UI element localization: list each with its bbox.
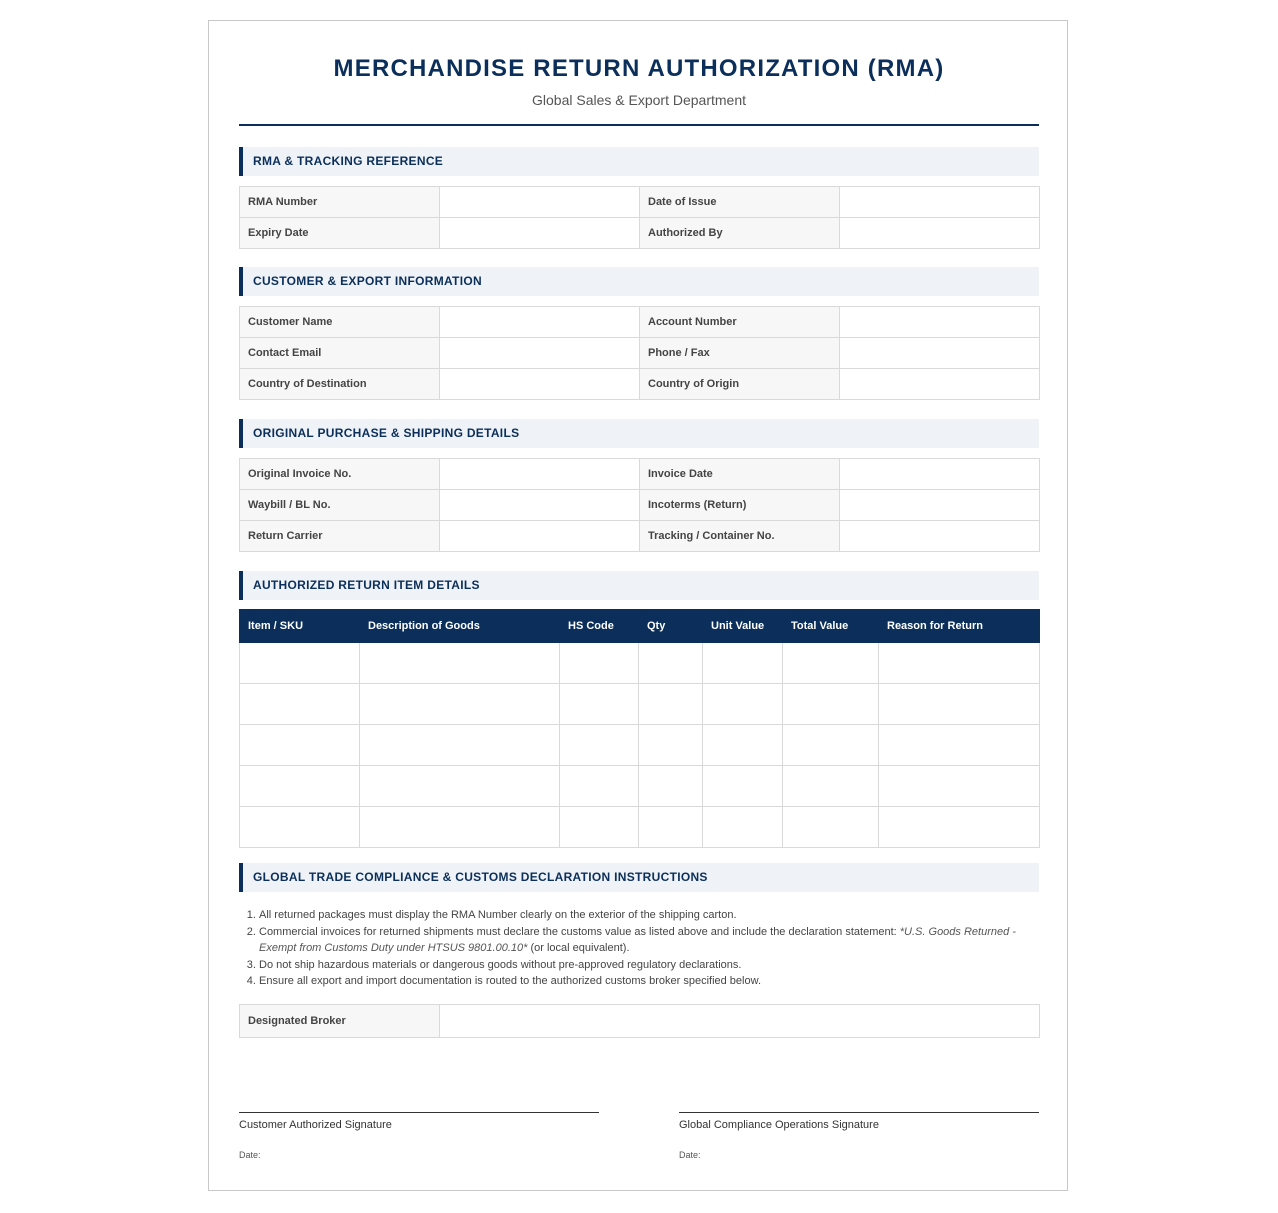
compliance-signature-line[interactable] bbox=[679, 1112, 1039, 1113]
table-cell[interactable] bbox=[703, 766, 783, 807]
customer-name-field[interactable] bbox=[440, 307, 640, 338]
rma-number-field[interactable] bbox=[440, 187, 640, 218]
table-cell[interactable] bbox=[360, 766, 560, 807]
table-cell[interactable] bbox=[703, 643, 783, 684]
section-title: ORIGINAL PURCHASE & SHIPPING DETAILS bbox=[253, 426, 520, 440]
section-title: AUTHORIZED RETURN ITEM DETAILS bbox=[253, 578, 480, 592]
original-invoice-field[interactable] bbox=[440, 459, 640, 490]
table-cell[interactable] bbox=[879, 807, 1040, 848]
field-label: Customer Name bbox=[240, 307, 440, 338]
column-header: Qty bbox=[639, 610, 703, 643]
column-header: Description of Goods bbox=[360, 610, 560, 643]
table-cell[interactable] bbox=[240, 684, 360, 725]
table-cell[interactable] bbox=[639, 766, 703, 807]
section-header-rma bbox=[239, 147, 1039, 176]
country-of-destination-field[interactable] bbox=[440, 369, 640, 400]
column-header: Total Value bbox=[783, 610, 879, 643]
declaration-statement: *U.S. Goods Returned - Exempt from Customs Duty under HTSUS 9801.00.10* bbox=[259, 925, 1016, 954]
column-header: Unit Value bbox=[703, 610, 783, 643]
expiry-date-field[interactable] bbox=[440, 218, 640, 249]
invoice-date-field[interactable] bbox=[840, 459, 1040, 490]
column-header: HS Code bbox=[560, 610, 639, 643]
list-item: 4. Ensure all export and import documentation is routed to the authorized customs broker specified below. bbox=[259, 973, 1049, 990]
table-cell[interactable] bbox=[560, 684, 639, 725]
table-row bbox=[240, 338, 1040, 369]
field-label: RMA Number bbox=[240, 187, 440, 218]
customer-signature-line[interactable] bbox=[239, 1112, 599, 1113]
tracking-container-field[interactable] bbox=[840, 521, 1040, 552]
field-label: Date of Issue bbox=[640, 187, 840, 218]
table-row bbox=[240, 369, 1040, 400]
customer-date-label: Date: bbox=[239, 1150, 261, 1160]
header-divider bbox=[239, 124, 1039, 126]
table-cell[interactable] bbox=[783, 766, 879, 807]
contact-email-field[interactable] bbox=[440, 338, 640, 369]
table-cell[interactable] bbox=[240, 643, 360, 684]
rma-reference-table bbox=[239, 186, 1040, 249]
field-label: Return Carrier bbox=[240, 521, 440, 552]
incoterms-field[interactable] bbox=[840, 490, 1040, 521]
table-row bbox=[240, 521, 1040, 552]
return-items-table bbox=[239, 609, 1040, 848]
column-header: Item / SKU bbox=[240, 610, 360, 643]
table-cell[interactable] bbox=[560, 766, 639, 807]
section-header-customer bbox=[239, 267, 1039, 296]
table-cell[interactable] bbox=[783, 807, 879, 848]
instruction-text: Commercial invoices for returned shipments must declare the customs value as listed above and include the declaration statement: bbox=[259, 925, 900, 938]
customer-info-table bbox=[239, 306, 1040, 400]
table-cell[interactable] bbox=[879, 643, 1040, 684]
table-cell[interactable] bbox=[560, 643, 639, 684]
table-cell[interactable] bbox=[783, 725, 879, 766]
section-header-purchase bbox=[239, 419, 1039, 448]
section-header-items bbox=[239, 571, 1039, 600]
table-cell[interactable] bbox=[240, 725, 360, 766]
table-cell[interactable] bbox=[639, 643, 703, 684]
field-label: Country of Destination bbox=[240, 369, 440, 400]
instructions-list bbox=[239, 907, 1049, 990]
table-cell[interactable] bbox=[703, 807, 783, 848]
field-label: Authorized By bbox=[640, 218, 840, 249]
instruction-text: (or local equivalent). bbox=[527, 942, 630, 954]
rma-form-sheet bbox=[208, 20, 1068, 1191]
table-row bbox=[240, 1005, 1040, 1038]
section-header-compliance bbox=[239, 863, 1039, 892]
column-header: Reason for Return bbox=[879, 610, 1040, 643]
page-title: MERCHANDISE RETURN AUTHORIZATION (RMA) bbox=[333, 55, 945, 82]
account-number-field[interactable] bbox=[840, 307, 1040, 338]
compliance-date-label: Date: bbox=[679, 1150, 701, 1160]
field-label: Account Number bbox=[640, 307, 840, 338]
list-item bbox=[259, 924, 1049, 957]
purchase-shipping-table bbox=[239, 458, 1040, 552]
field-label: Designated Broker bbox=[240, 1005, 440, 1038]
table-cell[interactable] bbox=[639, 807, 703, 848]
table-cell[interactable] bbox=[879, 725, 1040, 766]
table-row bbox=[240, 807, 1040, 848]
return-carrier-field[interactable] bbox=[440, 521, 640, 552]
list-item: 1. All returned packages must display the RMA Number clearly on the exterior of the shipping carton. bbox=[259, 907, 1049, 924]
table-cell[interactable] bbox=[783, 643, 879, 684]
phone-fax-field[interactable] bbox=[840, 338, 1040, 369]
table-row bbox=[240, 187, 1040, 218]
table-row bbox=[240, 459, 1040, 490]
table-cell[interactable] bbox=[240, 766, 360, 807]
table-row bbox=[240, 725, 1040, 766]
broker-table bbox=[239, 1004, 1040, 1038]
compliance-signature-label: Global Compliance Operations Signature bbox=[679, 1119, 879, 1131]
field-label: Original Invoice No. bbox=[240, 459, 440, 490]
field-label: Contact Email bbox=[240, 338, 440, 369]
table-row bbox=[240, 490, 1040, 521]
table-row bbox=[240, 307, 1040, 338]
table-row bbox=[240, 643, 1040, 684]
table-cell[interactable] bbox=[879, 684, 1040, 725]
table-header-row bbox=[240, 610, 1040, 643]
waybill-field[interactable] bbox=[440, 490, 640, 521]
table-row bbox=[240, 766, 1040, 807]
country-of-origin-field[interactable] bbox=[840, 369, 1040, 400]
customer-signature-label: Customer Authorized Signature bbox=[239, 1119, 392, 1131]
table-cell[interactable] bbox=[360, 643, 560, 684]
table-cell[interactable] bbox=[639, 725, 703, 766]
list-item: 3. Do not ship hazardous materials or dangerous goods without pre-approved regulatory declarations. bbox=[259, 957, 1049, 974]
table-cell[interactable] bbox=[639, 684, 703, 725]
table-cell[interactable] bbox=[360, 725, 560, 766]
field-label: Phone / Fax bbox=[640, 338, 840, 369]
field-label: Country of Origin bbox=[640, 369, 840, 400]
table-cell[interactable] bbox=[560, 807, 639, 848]
section-title: GLOBAL TRADE COMPLIANCE & CUSTOMS DECLARATION INSTRUCTIONS bbox=[253, 870, 708, 884]
field-label: Invoice Date bbox=[640, 459, 840, 490]
field-label: Waybill / BL No. bbox=[240, 490, 440, 521]
table-cell[interactable] bbox=[360, 684, 560, 725]
table-row bbox=[240, 218, 1040, 249]
field-label: Expiry Date bbox=[240, 218, 440, 249]
table-cell[interactable] bbox=[703, 684, 783, 725]
table-cell[interactable] bbox=[360, 807, 560, 848]
page-subtitle: Global Sales & Export Department bbox=[532, 92, 746, 108]
table-cell[interactable] bbox=[783, 684, 879, 725]
section-title: RMA & TRACKING REFERENCE bbox=[253, 154, 444, 168]
table-cell[interactable] bbox=[240, 807, 360, 848]
field-label: Incoterms (Return) bbox=[640, 490, 840, 521]
field-label: Tracking / Container No. bbox=[640, 521, 840, 552]
table-cell[interactable] bbox=[879, 766, 1040, 807]
date-of-issue-field[interactable] bbox=[840, 187, 1040, 218]
table-cell[interactable] bbox=[703, 725, 783, 766]
table-row bbox=[240, 684, 1040, 725]
designated-broker-field[interactable] bbox=[440, 1005, 1040, 1038]
table-cell[interactable] bbox=[560, 725, 639, 766]
authorized-by-field[interactable] bbox=[840, 218, 1040, 249]
section-title: CUSTOMER & EXPORT INFORMATION bbox=[253, 274, 482, 288]
